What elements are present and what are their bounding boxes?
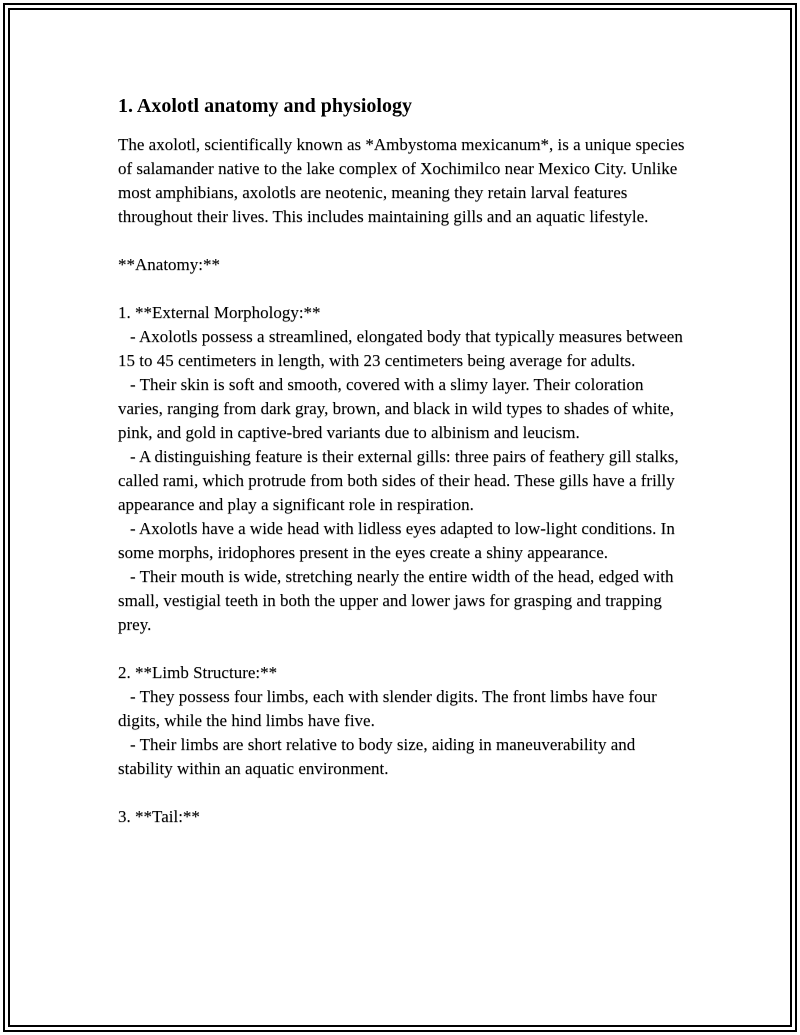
subsection-title-tail: 3. **Tail:** bbox=[118, 807, 200, 826]
anatomy-label: **Anatomy:** bbox=[118, 255, 220, 274]
subsection-title-limb-structure: 2. **Limb Structure:** bbox=[118, 663, 278, 682]
spacer bbox=[118, 781, 688, 805]
bullet-head-eyes: - Axolotls have a wide head with lidless eyes adapted to low-light conditions. In some morphs, iridophores present in the eyes create a shiny appearance. bbox=[118, 519, 675, 562]
section-heading: 1. Axolotl anatomy and physiology bbox=[118, 95, 412, 117]
spacer bbox=[118, 277, 688, 301]
spacer bbox=[118, 637, 688, 661]
subsection-title-external-morphology: 1. **External Morphology:** bbox=[118, 303, 321, 322]
bullet-body-size: - Axolotls possess a streamlined, elongated body that typically measures between 15 to 45 centimeters in length, with 23 centimeters being average for adults. bbox=[118, 327, 683, 370]
bullet-limbs-size: - Their limbs are short relative to body size, aiding in maneuverability and stability within an aquatic environment. bbox=[118, 735, 636, 778]
bullet-mouth: - Their mouth is wide, stretching nearly the entire width of the head, edged with small, vestigial teeth in both the upper and lower jaws for grasping and trapping prey. bbox=[118, 567, 674, 634]
bullet-gills: - A distinguishing feature is their external gills: three pairs of feathery gill stalks, called rami, which protrude from both sides of their head. These gills have a frilly appearance and play a significant role in respiration. bbox=[118, 447, 679, 514]
bullet-skin: - Their skin is soft and smooth, covered with a slimy layer. Their coloration varies, ranging from dark gray, brown, and black in wild types to shades of white, pink, and gold in captive-bred variants due to albinism and leucism. bbox=[118, 375, 674, 442]
bullet-limbs-digits: - They possess four limbs, each with slender digits. The front limbs have four digits, while the hind limbs have five. bbox=[118, 687, 657, 730]
intro-paragraph: The axolotl, scientifically known as *Ambystoma mexicanum*, is a unique species of salamander native to the lake complex of Xochimilco near Mexico City. Unlike most amphibians, axolotls are neotenic, meaning they retain larval features throughout their lives. This includes maintaining gills and an aquatic lifestyle. bbox=[118, 135, 685, 226]
document-body bbox=[118, 93, 688, 829]
spacer bbox=[118, 229, 688, 253]
